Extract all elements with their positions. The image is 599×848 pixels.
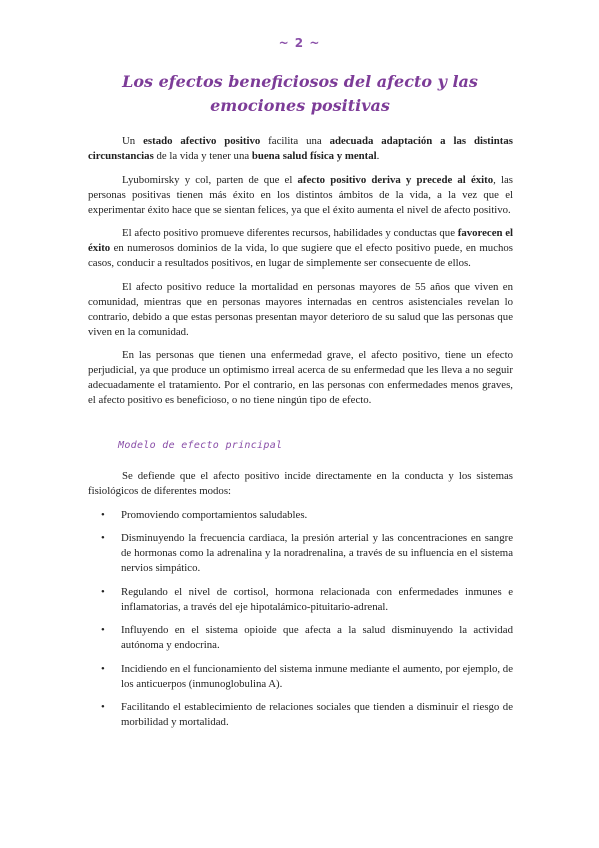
bullet-icon: • — [101, 662, 105, 675]
text-run: , las personas positivas tienen más éxito en los distintos ámbitos de la vida, a la vez que el experimentar éxito hace que se sientan felices, ya que el éxito aumenta el nivel de afecto positivo. — [88, 173, 513, 216]
list-item — [88, 508, 513, 523]
list-item — [88, 585, 513, 615]
bold-text: favorecen el éxito — [88, 227, 514, 254]
bullet-icon: • — [101, 585, 105, 598]
text-run: El afecto positivo promueve diferentes recursos, habilidades y conductas que — [122, 227, 458, 239]
list-item-text: Promoviendo comportamientos saludables. — [121, 508, 308, 521]
text-run: El afecto positivo reduce la mortalidad en personas mayores de 55 años que viven en comunidad, mientras que en personas mayores internadas en centros asistenciales revelan lo contrario, debido a que estas personas presentan mayor deterioro de su salud que las personas que viven en la comunidad. — [88, 280, 513, 338]
body-paragraph — [88, 173, 513, 218]
list-item-text: Influyendo en el sistema opioide que afecta a la salud disminuyendo la actividad autónoma y endocrina. — [121, 624, 513, 651]
page-title: Los efectos beneficiosos del afecto y las emociones positivas — [122, 72, 478, 115]
text-run: Un — [122, 135, 144, 147]
list-item — [88, 700, 513, 730]
bold-text: adecuada adaptación a las distintas circunstancias — [88, 135, 513, 162]
text-run: facilita una — [260, 135, 330, 147]
bullet-icon: • — [101, 508, 105, 521]
bullet-icon: • — [101, 624, 105, 636]
list-item — [88, 531, 513, 576]
list-item-text: Disminuyendo la frecuencia cardiaca, la presión arterial y las concentraciones en sangre de hormonas como la adrenalina y la noradrenalina, a través de su influencia en el sistema nervios simpático. — [121, 532, 513, 574]
text-run: de la vida y tener una — [153, 150, 252, 162]
body-paragraph — [88, 280, 513, 340]
page-number: ~ 2 ~ — [278, 36, 321, 50]
text-run: . — [376, 150, 380, 162]
section-intro: Se defiende que el afecto positivo incide directamente en la conducta y los sistemas fisiológicos de diferentes modos: — [88, 470, 513, 497]
bold-text: estado afectivo positivo — [143, 135, 261, 147]
body-paragraph — [88, 226, 513, 271]
bold-text: afecto positivo deriva y precede al éxito — [297, 173, 494, 186]
body-paragraph — [88, 134, 513, 164]
paragraphs — [88, 134, 513, 408]
bullet-icon: • — [101, 532, 105, 544]
list-item — [88, 662, 513, 692]
document-body — [88, 134, 513, 739]
list-item-text: Facilitando el establecimiento de relaciones sociales que tienden a disminuir el riesgo de morbilidad y mortalidad. — [121, 701, 513, 728]
list-item-text: Incidiendo en el funcionamiento del sistema inmune mediante el aumento, por ejemplo, de los anticuerpos (inmunoglobulina A). — [121, 662, 513, 690]
text-run: en numerosos dominios de la vida, lo que sugiere que el efecto positivo puede, en muchos casos, conducir a resultados positivos, en lugar de simplemente ser consecuente de ellos. — [88, 242, 513, 269]
bullet-icon: • — [101, 701, 105, 713]
bullet-list — [88, 508, 513, 731]
text-run: En las personas que tienen una enfermedad grave, el afecto positivo, tiene un efecto perjudicial, ya que produce un optimismo irreal acerca de su enfermedad que les lleva a no seguir adecuadamente el tratamiento. Por el contrario, en las personas con enfermedades menos graves, el afecto positivo es beneficioso, o no tiene ningún tipo de efecto. — [88, 349, 513, 406]
list-item — [88, 623, 513, 653]
text-run: Lyubomirsky y col, parten de que el — [122, 173, 298, 186]
body-paragraph — [88, 348, 513, 408]
list-item-text: Regulando el nivel de cortisol, hormona relacionada con enfermedades inmunes e inflamatorias, a través del eje hipotalámico-pituitario-adrenal. — [121, 585, 513, 613]
bold-text: buena salud física y mental — [251, 150, 377, 162]
section-heading: Modelo de efecto principal — [118, 440, 283, 451]
